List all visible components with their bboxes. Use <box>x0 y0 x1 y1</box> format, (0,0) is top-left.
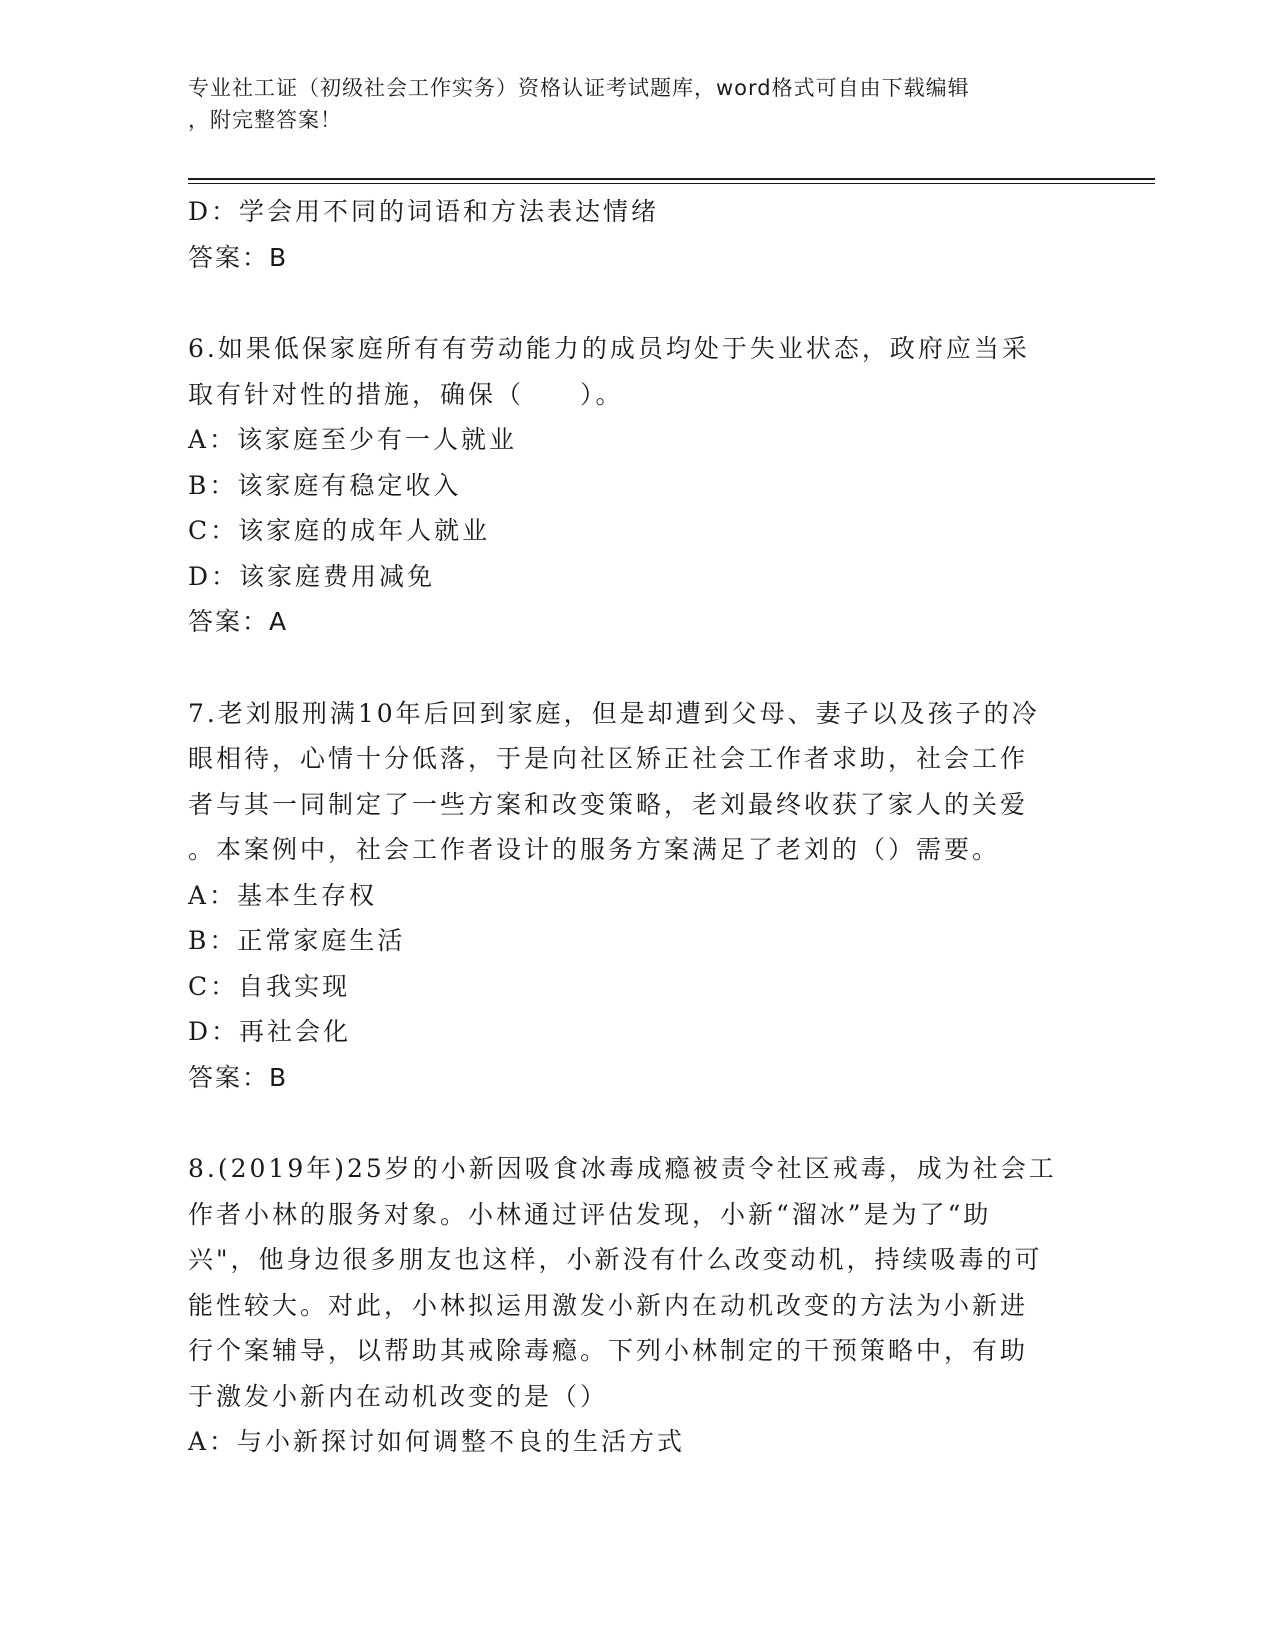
q7-option-d: D：再社会化 <box>188 1017 352 1046</box>
header-divider-thin <box>188 183 1155 184</box>
header-divider-thick <box>188 178 1155 180</box>
q7-stem-line: 7.老刘服刑满10年后回到家庭，但是却遭到父母、妻子以及孩子的冷 <box>188 698 1040 728</box>
spacer <box>188 645 1088 691</box>
q7-stem-line: 。本案例中，社会工作者设计的服务方案满足了老刘的（）需要。 <box>188 835 1001 864</box>
q8-option-a: A：与小新探讨如何调整不良的生活方式 <box>188 1427 686 1456</box>
spacer <box>188 1100 1088 1146</box>
q7-answer: 答案：B <box>188 1062 289 1092</box>
q8-stem-line: 能性较大。对此，小林拟运用激发小新内在动机改变的方法为小新进 <box>188 1290 1029 1320</box>
q7-option-b: B：正常家庭生活 <box>188 926 406 955</box>
q6-answer: 答案：A <box>188 607 289 636</box>
q6-stem-line: 取有针对性的措施，确保（ ）。 <box>188 379 624 409</box>
q7-stem-line: 者与其一同制定了一些方案和改变策略，老刘最终收获了家人的关爱 <box>188 789 1029 819</box>
q7-option-c: C：自我实现 <box>188 971 351 1001</box>
spacer <box>188 280 1088 326</box>
q8-stem-line: 作者小林的服务对象。小林通过评估发现，小新“溜冰”是为了“助 <box>188 1199 992 1229</box>
q7-stem-line: 眼相待，心情十分低落，于是向社区矫正社会工作者求助，社会工作 <box>188 744 1029 773</box>
header-line-1: 专业社工证（初级社会工作实务）资格认证考试题库，word格式可自由下载编辑 <box>188 76 970 100</box>
question-7 <box>188 691 1088 1101</box>
q8-stem-line: 8.(2019年)25岁的小新因吸食冰毒成瘾被责令社区戒毒，成为社会工 <box>188 1154 1057 1183</box>
document-header <box>188 72 1088 136</box>
question-content <box>188 189 1088 1465</box>
q8-stem-line: 行个案辅导，以帮助其戒除毒瘾。下列小林制定的干预策略中，有助 <box>188 1336 1029 1365</box>
question-6 <box>188 326 1088 645</box>
q7-option-a: A：基本生存权 <box>188 880 378 910</box>
header-line-2: ，附完整答案！ <box>188 108 342 132</box>
q6-option-c: C：该家庭的成年人就业 <box>188 516 491 545</box>
q8-stem-line: 兴"，他身边很多朋友也这样，小新没有什么改变动机，持续吸毒的可 <box>188 1245 1043 1274</box>
q6-option-b: B：该家庭有稳定收入 <box>188 470 462 500</box>
q6-stem-line: 6.如果低保家庭所有有劳动能力的成员均处于失业状态，政府应当采 <box>188 334 1030 363</box>
q8-stem-line: 于激发小新内在动机改变的是（） <box>188 1381 609 1411</box>
q6-option-a: A：该家庭至少有一人就业 <box>188 425 518 454</box>
q6-option-d: D：该家庭费用减免 <box>188 561 436 591</box>
q5-answer: 答案：B <box>188 242 289 272</box>
q5-option-d: D：学会用不同的词语和方法表达情绪 <box>188 197 660 226</box>
question-5-tail <box>188 189 1088 280</box>
question-8 <box>188 1146 1088 1465</box>
